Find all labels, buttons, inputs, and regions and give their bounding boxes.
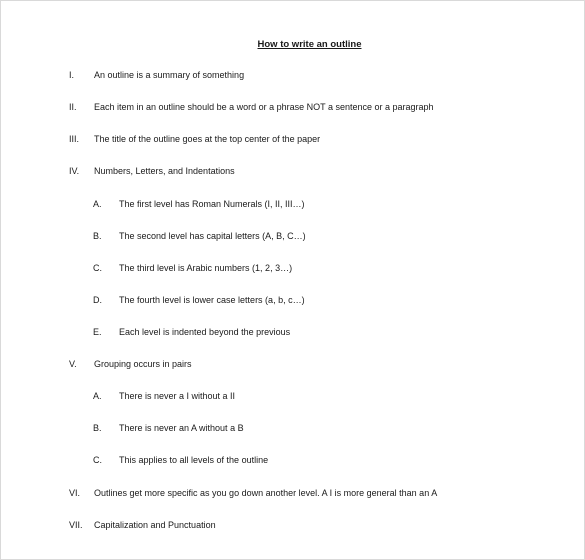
- outline-text: This applies to all levels of the outline: [119, 455, 269, 465]
- outline-number: V.: [69, 359, 77, 369]
- outline-number: I.: [69, 70, 75, 80]
- outline-number: D.: [93, 295, 102, 305]
- outline-text: Outlines get more specific as you go down another level. A I is more general than an A: [94, 488, 438, 498]
- outline-text: The title of the outline goes at the top center of the paper: [94, 134, 321, 144]
- outline-text: Capitalization and Punctuation: [94, 520, 216, 530]
- outline-number: III.: [69, 134, 80, 144]
- outline-text: The first level has Roman Numerals (I, II, III…): [119, 199, 305, 209]
- outline-number: C.: [93, 455, 102, 465]
- outline-text: The third level is Arabic numbers (1, 2, 3…): [119, 263, 293, 273]
- outline-text: An outline is a summary of something: [94, 70, 245, 80]
- outline-text: There is never an A without a B: [119, 423, 244, 433]
- outline-number: IV.: [69, 166, 80, 176]
- outline-text: Each level is indented beyond the previous: [119, 327, 291, 337]
- outline-number: E.: [93, 327, 102, 337]
- outline-text: Each item in an outline should be a word or a phrase NOT a sentence or a paragraph: [94, 102, 434, 112]
- outline-number: A.: [93, 391, 102, 401]
- outline-number: II.: [69, 102, 77, 112]
- outline-number: VI.: [69, 488, 81, 498]
- outline-text: Grouping occurs in pairs: [94, 359, 192, 369]
- outline-number: C.: [93, 263, 102, 273]
- outline-number: A.: [93, 199, 102, 209]
- document-title: How to write an outline: [257, 39, 362, 50]
- outline-text: There is never a I without a II: [119, 391, 236, 401]
- outline-text: The fourth level is lower case letters (a, b, c…): [119, 295, 305, 305]
- outline-text: The second level has capital letters (A, B, C…): [119, 231, 306, 241]
- outline-number: B.: [93, 231, 102, 241]
- outline-text: Numbers, Letters, and Indentations: [94, 166, 235, 176]
- outline-number: VII.: [69, 520, 83, 530]
- outline-number: B.: [93, 423, 102, 433]
